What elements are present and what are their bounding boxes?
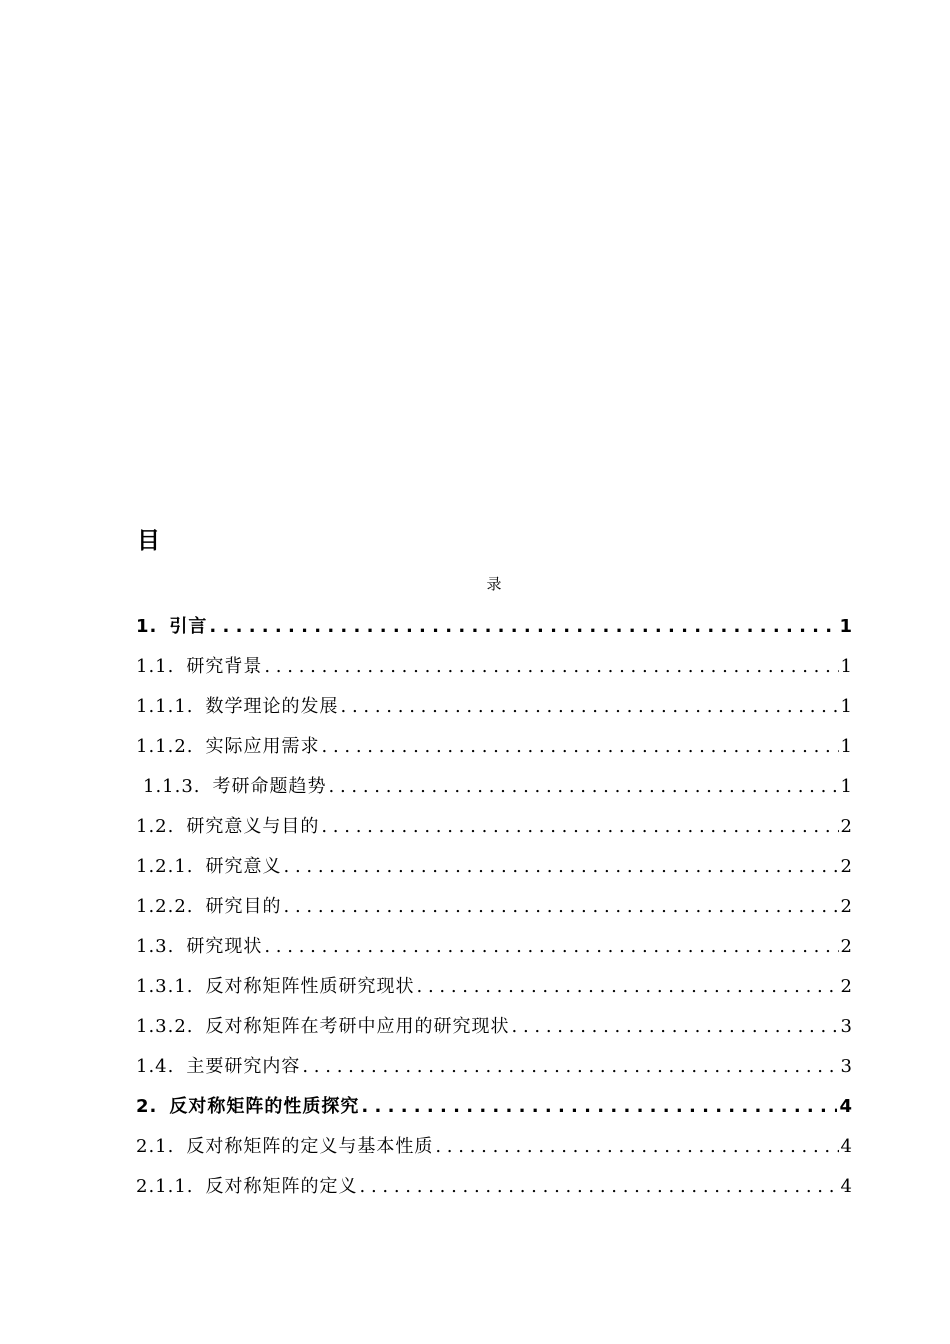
toc-entry-number: 1. — [136, 616, 158, 637]
toc-entry[interactable] — [136, 614, 852, 654]
toc-dot-leader — [322, 734, 839, 760]
toc-entry-number: 1.3. — [136, 936, 175, 957]
toc-entry-title: 研究背景 — [186, 656, 263, 677]
toc-entry-page: 1 — [840, 696, 852, 717]
toc-entry-number: 1.2. — [136, 816, 175, 837]
toc-entry[interactable] — [136, 1134, 852, 1174]
toc-entry-page: 3 — [840, 1016, 852, 1037]
toc-entry-title: 反对称矩阵性质研究现状 — [205, 976, 415, 997]
toc-dot-leader — [512, 1014, 839, 1040]
toc-dot-leader — [329, 774, 839, 800]
toc-entry-page: 1 — [840, 736, 852, 757]
toc-entry-page: 2 — [840, 976, 852, 997]
toc-entry-page: 4 — [840, 1136, 852, 1157]
toc-entry-number: 2.1. — [136, 1136, 175, 1157]
toc-entry-page: 2 — [840, 936, 852, 957]
toc-entry[interactable] — [136, 974, 852, 1014]
toc-dot-leader — [360, 1174, 839, 1200]
toc-entry-title: 引言 — [169, 616, 208, 637]
toc-entry-title: 反对称矩阵的性质探究 — [169, 1096, 360, 1117]
toc-entry-title: 反对称矩阵的定义与基本性质 — [186, 1136, 434, 1157]
toc-entry[interactable] — [136, 814, 852, 854]
toc-entry[interactable] — [136, 654, 852, 694]
toc-entry-page: 1 — [839, 616, 852, 637]
table-of-contents — [136, 614, 852, 1214]
toc-entry-title: 反对称矩阵在考研中应用的研究现状 — [205, 1016, 510, 1037]
toc-entry-page: 3 — [840, 1056, 852, 1077]
toc-entry-number: 1.3.1. — [136, 976, 194, 997]
toc-entry[interactable] — [136, 1094, 852, 1134]
toc-dot-leader — [321, 814, 838, 840]
toc-entry-number: 1.2.1. — [136, 856, 194, 877]
toc-title-first-char: 目 — [137, 528, 160, 554]
toc-entry-title: 研究意义 — [205, 856, 282, 877]
toc-entry-number: 1.1.2. — [136, 736, 194, 757]
toc-entry[interactable] — [136, 734, 852, 774]
toc-dot-leader — [264, 934, 838, 960]
toc-entry[interactable] — [136, 1014, 852, 1054]
toc-entry-page: 2 — [840, 896, 852, 917]
toc-entry-title: 研究现状 — [186, 936, 263, 957]
toc-entry-page: 2 — [840, 816, 852, 837]
toc-dot-leader — [417, 974, 839, 1000]
toc-entry-number: 1.2.2. — [136, 896, 194, 917]
toc-entry[interactable] — [136, 934, 852, 974]
toc-dot-leader — [302, 1054, 838, 1080]
toc-dot-leader — [284, 854, 839, 880]
toc-entry-title: 研究意义与目的 — [186, 816, 320, 837]
toc-dot-leader — [209, 614, 837, 640]
toc-dot-leader — [284, 894, 839, 920]
toc-entry[interactable] — [136, 774, 852, 814]
toc-entry-number: 1.1.1. — [136, 696, 194, 717]
toc-entry-page: 1 — [840, 656, 852, 677]
toc-dot-leader — [341, 694, 839, 720]
toc-entry-page: 1 — [840, 776, 852, 797]
toc-entry-number: 2.1.1. — [136, 1176, 194, 1197]
toc-entry-title: 实际应用需求 — [205, 736, 320, 757]
toc-entry-page: 4 — [839, 1096, 852, 1117]
toc-entry[interactable] — [136, 1054, 852, 1094]
toc-entry-title: 数学理论的发展 — [205, 696, 339, 717]
toc-entry-title: 主要研究内容 — [186, 1056, 301, 1077]
toc-title-second-char: 录 — [486, 575, 502, 593]
toc-entry[interactable] — [136, 694, 852, 734]
toc-entry[interactable] — [136, 1174, 852, 1214]
toc-entry-number: 1.1. — [136, 656, 175, 677]
toc-entry-title: 反对称矩阵的定义 — [205, 1176, 358, 1197]
toc-entry-number: 2. — [136, 1096, 158, 1117]
toc-dot-leader — [264, 654, 838, 680]
toc-entry-title: 考研命题趋势 — [212, 776, 327, 797]
toc-entry-page: 4 — [840, 1176, 852, 1197]
toc-dot-leader — [435, 1134, 838, 1160]
toc-entry-number: 1.1.3. — [143, 776, 201, 797]
toc-entry-number: 1.4. — [136, 1056, 175, 1077]
toc-dot-leader — [361, 1094, 837, 1120]
toc-entry-number: 1.3.2. — [136, 1016, 194, 1037]
toc-entry[interactable] — [136, 894, 852, 934]
toc-entry[interactable] — [136, 854, 852, 894]
toc-entry-title: 研究目的 — [205, 896, 282, 917]
toc-entry-page: 2 — [840, 856, 852, 877]
